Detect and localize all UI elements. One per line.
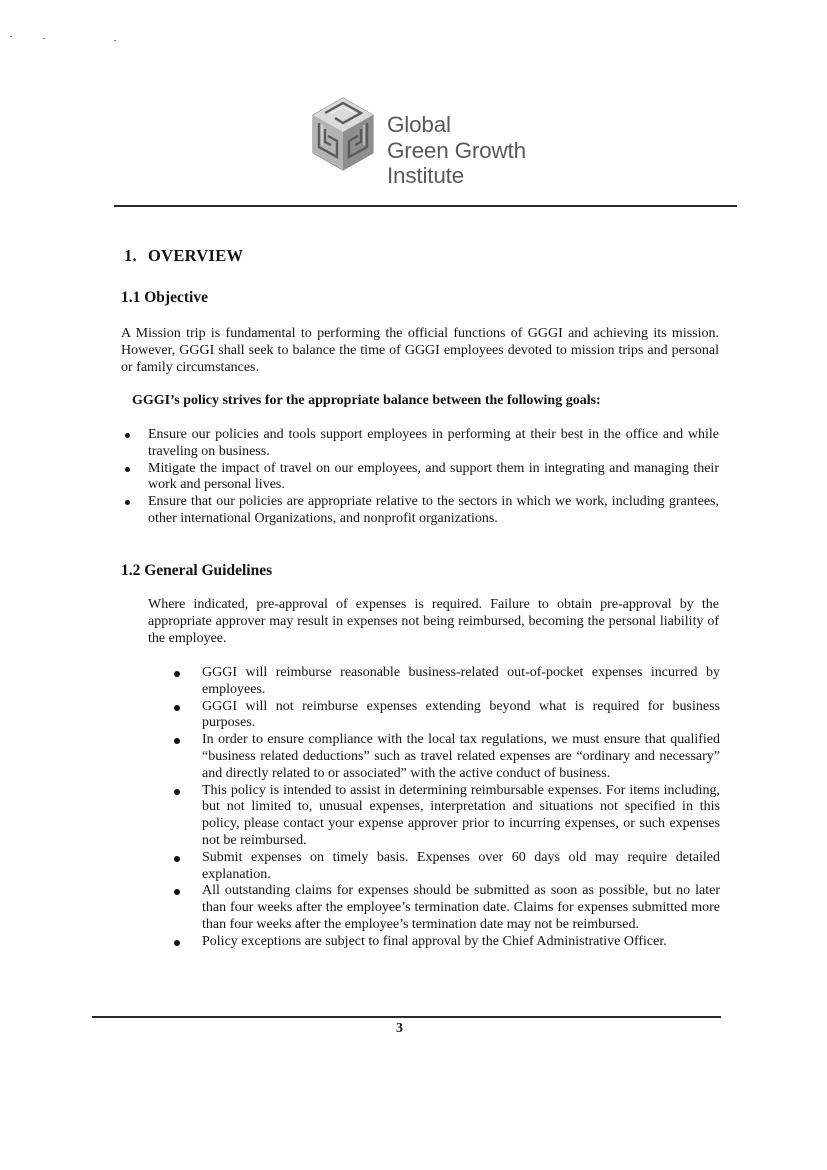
goals-intro: GGGI’s policy strives for the appropriate balance between the following goals: <box>132 393 601 408</box>
bullet-icon <box>125 467 130 472</box>
list-item-text: Policy exceptions are subject to final approval by the Chief Administrative Officer. <box>202 933 667 949</box>
list-item-text: In order to ensure compliance with the local tax regulations, we must ensure that qualified “business related deductions” such as travel related expenses are “ordinary and necessary” and directly related to or associated” with the active conduct of business. <box>202 732 720 781</box>
list-item-text: Ensure our policies and tools support employees in performing at their best in the office and while traveling on business. <box>148 427 719 459</box>
header-divider <box>114 205 737 207</box>
list-item-text: All outstanding claims for expenses should be submitted as soon as possible, but no later than four weeks after the employee’s termination date. Claims for expenses submitted more than four weeks after the employee’s termination date may not be reimbursed. <box>202 883 720 932</box>
guidelines-list <box>202 665 720 951</box>
bullet-icon <box>174 705 180 711</box>
list-item <box>202 850 720 884</box>
list-item-text: GGGI will reimburse reasonable business-related out-of-pocket expenses incurred by employees. <box>202 665 720 697</box>
list-item <box>202 883 720 933</box>
list-item-text: Ensure that our policies are appropriate relative to the sectors in which we work, including grantees, other international Organizations, and nonprofit organizations. <box>148 494 719 526</box>
guidelines-paragraph: Where indicated, pre-approval of expenses is required. Failure to obtain pre-approval by the appropriate approver may result in expenses not being reimbursed, becoming the personal liability of the employee. <box>148 597 719 646</box>
scan-speck <box>43 38 45 39</box>
list-item <box>148 427 719 461</box>
list-item <box>202 783 720 850</box>
list-item-text: Submit expenses on timely basis. Expenses over 60 days old may require detailed explanation. <box>202 849 720 882</box>
bullet-icon <box>174 671 180 677</box>
list-item <box>202 934 720 951</box>
list-item <box>202 732 720 782</box>
logo-line-2: Green Growth <box>387 137 526 163</box>
bullet-icon <box>174 738 180 744</box>
list-item-text: Mitigate the impact of travel on our employees, and support them in integrating and managing their work and personal lives. <box>148 460 719 493</box>
section-heading <box>124 246 243 266</box>
scan-speck <box>10 36 12 37</box>
scan-specks <box>10 34 130 46</box>
logo-line-1: Global <box>387 112 451 137</box>
logo-wordmark <box>387 112 526 189</box>
objective-heading: 1.1 Objective <box>121 289 208 306</box>
section-title: OVERVIEW <box>148 246 244 265</box>
list-item <box>202 665 720 699</box>
list-item <box>148 461 719 495</box>
section-number: 1. <box>124 246 137 265</box>
bullet-icon <box>174 789 180 795</box>
gggi-logo-mark-icon <box>311 96 375 172</box>
objective-paragraph: A Mission trip is fundamental to performing the official functions of GGGI and achieving its mission. However, GGGI shall seek to balance the time of GGGI employees devoted to mission trips and personal or family circumstances. <box>121 326 719 375</box>
goals-list <box>148 427 719 528</box>
bullet-icon <box>174 889 180 895</box>
bullet-icon <box>125 500 130 505</box>
bullet-icon <box>174 856 180 862</box>
gggi-logo <box>311 94 551 186</box>
logo-line-3: Institute <box>387 163 464 188</box>
list-item-text: This policy is intended to assist in determining reimbursable expenses. For items including, but not limited to, unusual expenses, interpretation and situations not specified in this policy, please contact your expense approver prior to incurring expenses, or such expenses not be reimbursed. <box>202 782 720 848</box>
bullet-icon <box>174 940 180 946</box>
footer-divider <box>92 1016 721 1018</box>
scan-speck <box>114 40 116 41</box>
list-item-text: GGGI will not reimburse expenses extending beyond what is required for business purposes. <box>202 698 720 731</box>
list-item <box>148 494 719 528</box>
guidelines-heading: 1.2 General Guidelines <box>121 562 273 579</box>
page-number: 3 <box>396 1021 403 1036</box>
bullet-icon <box>125 433 130 438</box>
list-item <box>202 699 720 733</box>
